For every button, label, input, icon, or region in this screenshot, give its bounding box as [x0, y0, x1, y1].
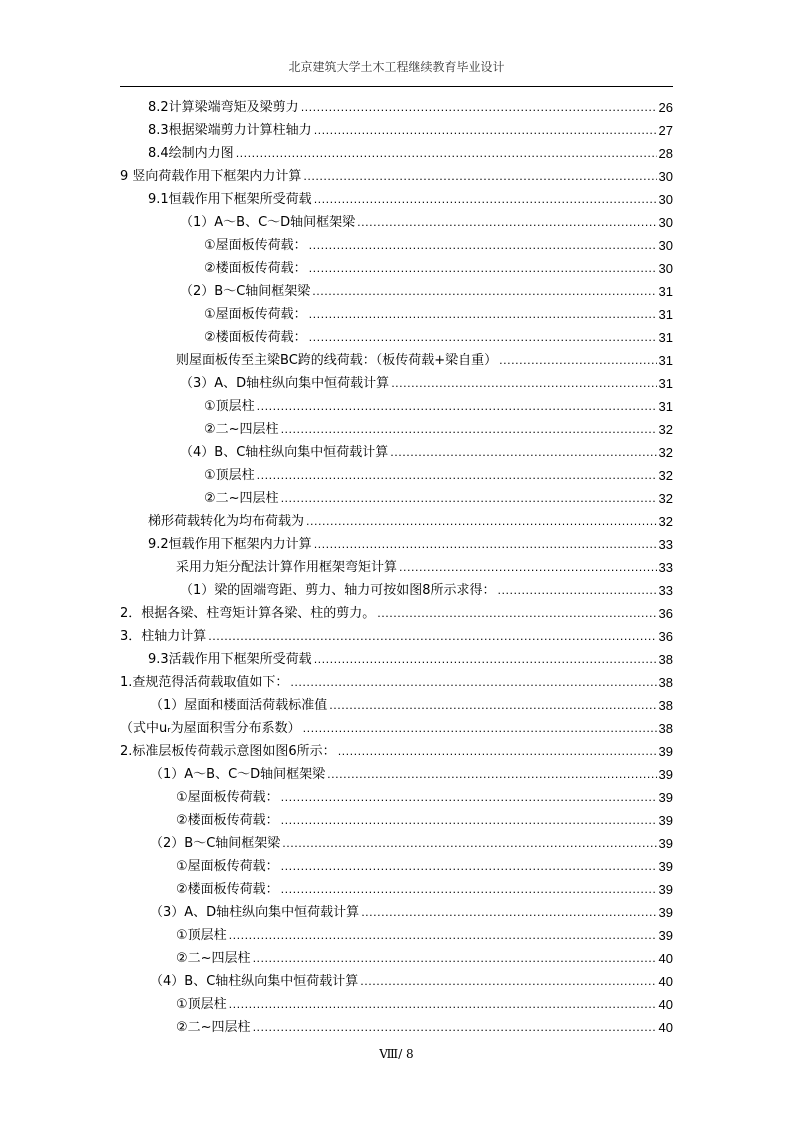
toc-entry[interactable]	[176, 855, 673, 878]
toc-entry-title: 则屋面板传至主梁BC跨的线荷载：（板传荷载+梁自重）	[176, 353, 498, 368]
toc-entry-page: 31	[658, 353, 673, 368]
toc-entry-page: 36	[658, 629, 673, 644]
toc-entry-title: ①顶层柱	[176, 928, 227, 943]
toc-dot-leader	[281, 418, 657, 441]
toc-entry-title: ①顶层柱	[204, 399, 255, 414]
toc-dot-leader	[309, 234, 657, 257]
toc-entry[interactable]	[180, 441, 673, 464]
toc-dot-leader	[314, 188, 657, 211]
toc-entry[interactable]	[176, 556, 673, 579]
toc-entry[interactable]	[204, 303, 673, 326]
toc-entry[interactable]	[204, 234, 673, 257]
toc-entry-title: ①屋面板传荷载：	[204, 307, 307, 322]
toc-entry-title: ②二~四层柱	[176, 1020, 251, 1035]
toc-entry[interactable]	[150, 832, 673, 855]
toc-entry[interactable]	[204, 464, 673, 487]
toc-entry-title: ②二~四层柱	[204, 422, 279, 437]
toc-entry-title: 1.查规范得活荷载取值如下：	[120, 675, 289, 690]
toc-dot-leader	[390, 441, 656, 464]
toc-entry[interactable]	[180, 280, 673, 303]
toc-entry-title: 采用力矩分配法计算作用框架弯矩计算	[176, 560, 398, 575]
toc-dot-leader	[229, 993, 657, 1016]
toc-entry-title: （1）梁的固端弯距、剪力、轴力可按如图8所示求得：	[180, 583, 496, 598]
toc-entry-title: 3．柱轴力计算	[120, 629, 207, 644]
toc-entry-page: 38	[658, 698, 673, 713]
toc-entry-page: 33	[658, 537, 673, 552]
toc-entry-title: ①顶层柱	[176, 997, 227, 1012]
toc-entry[interactable]	[148, 96, 673, 119]
toc-entry-title: ②二~四层柱	[204, 491, 279, 506]
toc-entry[interactable]	[148, 648, 673, 671]
toc-entry-title: ①屋面板传荷载：	[176, 859, 279, 874]
toc-entry[interactable]	[204, 395, 673, 418]
toc-dot-leader	[329, 694, 656, 717]
toc-entry[interactable]	[180, 211, 673, 234]
toc-dot-leader	[314, 648, 657, 671]
toc-dot-leader	[399, 556, 657, 579]
toc-dot-leader	[229, 924, 657, 947]
toc-entry[interactable]	[120, 165, 673, 188]
toc-entry-title: （1）A～B、C～D轴间框架梁	[150, 767, 326, 782]
toc-entry[interactable]	[148, 119, 673, 142]
toc-entry-page: 31	[658, 307, 673, 322]
toc-entry[interactable]	[176, 878, 673, 901]
toc-entry[interactable]	[148, 188, 673, 211]
toc-entry-page: 27	[658, 123, 673, 138]
toc-entry-page: 40	[658, 974, 673, 989]
toc-dot-leader	[253, 947, 657, 970]
toc-entry[interactable]	[204, 257, 673, 280]
toc-entry-page: 28	[658, 146, 673, 161]
toc-entry-title: 2．根据各梁、柱弯矩计算各梁、柱的剪力。	[120, 606, 376, 621]
toc-entry[interactable]	[176, 1016, 673, 1039]
toc-entry[interactable]	[120, 740, 673, 763]
toc-entry-title: （4）B、C轴柱纵向集中恒荷载计算	[180, 445, 389, 460]
toc-entry-title: ②二~四层柱	[176, 951, 251, 966]
toc-entry[interactable]	[176, 924, 673, 947]
toc-dot-leader	[281, 487, 657, 510]
toc-entry[interactable]	[204, 418, 673, 441]
toc-entry-page: 32	[658, 445, 673, 460]
toc-entry[interactable]	[150, 763, 673, 786]
toc-dot-leader	[281, 855, 657, 878]
toc-entry-page: 39	[658, 790, 673, 805]
toc-dot-leader	[309, 326, 657, 349]
toc-dot-leader	[290, 671, 656, 694]
toc-entry[interactable]	[176, 809, 673, 832]
toc-entry-page: 31	[658, 399, 673, 414]
toc-dot-leader	[391, 372, 656, 395]
toc-entry-page: 39	[658, 813, 673, 828]
toc-entry-title: ②楼面板传荷载：	[176, 813, 279, 828]
toc-entry[interactable]	[150, 970, 673, 993]
toc-entry-title: （2）B～C轴间框架梁	[180, 284, 311, 299]
toc-entry-title: 8.4绘制内力图	[148, 146, 234, 161]
toc-dot-leader	[301, 96, 657, 119]
toc-entry[interactable]	[176, 947, 673, 970]
toc-dot-leader	[303, 717, 657, 740]
toc-dot-leader	[499, 349, 656, 372]
toc-entry[interactable]	[150, 901, 673, 924]
toc-entry-page: 30	[658, 192, 673, 207]
toc-dot-leader	[257, 395, 657, 418]
toc-entry-title: 9 竖向荷载作用下框架内力计算	[120, 169, 302, 184]
toc-entry[interactable]	[204, 326, 673, 349]
toc-dot-leader	[357, 211, 656, 234]
toc-entry-page: 32	[658, 491, 673, 506]
toc-dot-leader	[306, 510, 657, 533]
toc-entry-title: （式中uᵣ为屋面积雪分布系数）	[120, 721, 301, 736]
toc-entry-page: 39	[658, 744, 673, 759]
toc-entry[interactable]	[120, 717, 673, 740]
toc-entry-page: 39	[658, 882, 673, 897]
toc-entry-title: 9.2恒载作用下框架内力计算	[148, 537, 312, 552]
toc-entry-title: （3）A、D轴柱纵向集中恒荷载计算	[150, 905, 360, 920]
toc-dot-leader	[338, 740, 657, 763]
toc-entry[interactable]	[176, 786, 673, 809]
toc-entry-page: 38	[658, 652, 673, 667]
toc-entry-page: 39	[658, 905, 673, 920]
toc-entry[interactable]	[176, 349, 673, 372]
toc-entry[interactable]	[204, 487, 673, 510]
page-number: Ⅷ/ 8	[379, 1047, 414, 1061]
page-header: 北京建筑大学土木工程继续教育毕业设计	[288, 60, 505, 74]
toc-dot-leader	[253, 1016, 657, 1039]
toc-entry-page: 32	[658, 422, 673, 437]
toc-dot-leader	[314, 119, 657, 142]
toc-dot-leader	[312, 280, 656, 303]
toc-entry-page: 31	[658, 330, 673, 345]
toc-dot-leader	[360, 970, 656, 993]
toc-entry-title: ①屋面板传荷载：	[204, 238, 307, 253]
toc-dot-leader	[303, 165, 656, 188]
toc-entry-page: 33	[658, 583, 673, 598]
toc-entry-page: 31	[658, 376, 673, 391]
toc-entry-title: ②楼面板传荷载：	[204, 330, 307, 345]
toc-entry-title: ①顶层柱	[204, 468, 255, 483]
toc-entry-title: （4）B、C轴柱纵向集中恒荷载计算	[150, 974, 359, 989]
toc-entry[interactable]	[148, 142, 673, 165]
toc-entry-title: ②楼面板传荷载：	[176, 882, 279, 897]
toc-entry-title: 9.1恒载作用下框架所受荷载	[148, 192, 312, 207]
toc-entry-page: 32	[658, 514, 673, 529]
toc-entry-page: 39	[658, 928, 673, 943]
toc-dot-leader	[208, 625, 656, 648]
toc-dot-leader	[327, 763, 656, 786]
toc-entry[interactable]	[120, 625, 673, 648]
toc-entry-page: 30	[658, 169, 673, 184]
toc-entry[interactable]	[148, 533, 673, 556]
toc-entry[interactable]	[120, 602, 673, 625]
toc-entry-page: 26	[658, 100, 673, 115]
toc-dot-leader	[309, 257, 657, 280]
toc-dot-leader	[281, 786, 657, 809]
toc-entry-title: ②楼面板传荷载：	[204, 261, 307, 276]
toc-entry-title: （3）A、D轴柱纵向集中恒荷载计算	[180, 376, 390, 391]
header-divider	[120, 86, 673, 87]
toc-dot-leader	[282, 832, 656, 855]
toc-entry-page: 32	[658, 468, 673, 483]
toc-entry-title: 8.2计算梁端弯矩及梁剪力	[148, 100, 299, 115]
toc-entry-page: 40	[658, 951, 673, 966]
toc-dot-leader	[236, 142, 657, 165]
toc-dot-leader	[361, 901, 656, 924]
toc-dot-leader	[257, 464, 657, 487]
toc-entry-page: 40	[658, 1020, 673, 1035]
toc-entry-title: ①屋面板传荷载：	[176, 790, 279, 805]
toc-entry[interactable]	[150, 694, 673, 717]
toc-dot-leader	[314, 533, 657, 556]
toc-entry-page: 38	[658, 721, 673, 736]
toc-entry-title: 2.标准层板传荷载示意图如图6所示：	[120, 744, 336, 759]
toc-entry-title: （1）屋面和楼面活荷载标准值	[150, 698, 328, 713]
toc-entry-page: 38	[658, 675, 673, 690]
toc-dot-leader	[281, 878, 657, 901]
toc-dot-leader	[309, 303, 657, 326]
toc-entry-title: （2）B～C轴间框架梁	[150, 836, 281, 851]
toc-entry-page: 31	[658, 284, 673, 299]
toc-entry-page: 39	[658, 859, 673, 874]
toc-entry[interactable]	[180, 372, 673, 395]
toc-entry-title: 梯形荷载转化为均布荷载为	[148, 514, 305, 529]
toc-entry-title: （1）A～B、C～D轴间框架梁	[180, 215, 356, 230]
toc-entry-title: 8.3根据梁端剪力计算柱轴力	[148, 123, 312, 138]
toc-entry-page: 36	[658, 606, 673, 621]
toc-entry-page: 30	[658, 238, 673, 253]
toc-dot-leader	[498, 579, 657, 602]
toc-dot-leader	[377, 602, 656, 625]
toc-entry-page: 40	[658, 997, 673, 1012]
toc-entry-page: 30	[658, 261, 673, 276]
toc-entry-title: 9.3活载作用下框架所受荷载	[148, 652, 312, 667]
toc-entry-page: 39	[658, 767, 673, 782]
toc-entry[interactable]	[120, 671, 673, 694]
toc-entry[interactable]	[148, 510, 673, 533]
toc-entry[interactable]	[176, 993, 673, 1016]
toc-entry-page: 30	[658, 215, 673, 230]
toc-dot-leader	[281, 809, 657, 832]
toc-entry-page: 33	[658, 560, 673, 575]
toc-entry[interactable]	[180, 579, 673, 602]
toc-entry-page: 39	[658, 836, 673, 851]
